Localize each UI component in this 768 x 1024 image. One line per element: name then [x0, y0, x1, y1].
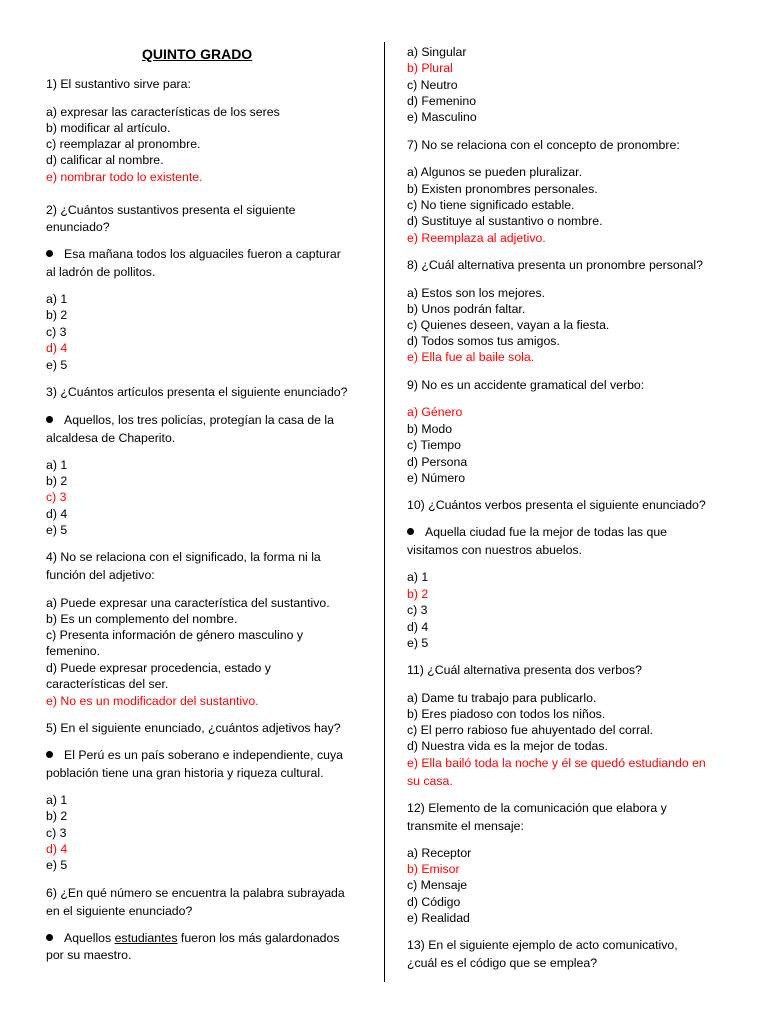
option-d: d) Femenino: [407, 94, 477, 108]
option-c-answer: c) 3: [46, 490, 67, 504]
option-d: d) Nuestra vida es la mejor de todas.: [407, 739, 608, 753]
option-c: c) Tiempo: [407, 438, 461, 452]
option-a: a) Receptor: [407, 846, 472, 860]
question-stem-cont: en el siguiente enunciado?: [46, 904, 193, 918]
question-stem-cont: ¿cuál es el código que se emplea?: [407, 956, 598, 970]
sentence-cont: por su maestro.: [46, 948, 132, 962]
option-a: a) 1: [46, 458, 68, 472]
option-c: c) Quienes deseen, vayan a la fiesta.: [407, 318, 610, 332]
option-e-answer: e) Reemplaza al adjetivo.: [407, 231, 546, 245]
question-stem-cont: función del adjetivo:: [46, 568, 155, 582]
option-d: d) 4: [407, 620, 429, 634]
option-e: e) Número: [407, 471, 466, 485]
bullet-icon: [46, 250, 53, 257]
option-c: c) El perro rabioso fue ahuyentado del corral.: [407, 723, 654, 737]
option-c: c) No tiene significado estable.: [407, 198, 575, 212]
option-e: e) Masculino: [407, 110, 477, 124]
option-b: b) modificar al artículo.: [46, 121, 171, 135]
option-e: e) Realidad: [407, 911, 470, 925]
option-e-answer: e) Ella fue al baile sola.: [407, 350, 535, 364]
option-c: c) Neutro: [407, 78, 458, 92]
question-stem: 10) ¿Cuántos verbos presenta el siguiente enunciado?: [407, 498, 706, 512]
option-d: d) Código: [407, 895, 461, 909]
question-stem: 6) ¿En qué número se encuentra la palabra subrayada: [46, 886, 345, 900]
question-stem: 5) En el siguiente enunciado, ¿cuántos adjetivos hay?: [46, 721, 341, 735]
option-d-cont: características del ser.: [46, 677, 169, 691]
option-b-answer: b) Emisor: [407, 862, 460, 876]
option-a: a) 1: [46, 292, 68, 306]
bullet-icon: [46, 934, 53, 941]
option-b: b) 2: [46, 474, 68, 488]
sentence: Aquella ciudad fue la mejor de todas las que: [425, 525, 667, 539]
question-stem: 12) Elemento de la comunicación que elabora y: [407, 801, 667, 815]
question-stem: 11) ¿Cuál alternativa presenta dos verbos?: [407, 663, 642, 677]
sentence-cont: al ladrón de pollitos.: [46, 265, 156, 279]
question-stem: 4) No se relaciona con el significado, la forma ni la: [46, 550, 321, 564]
option-e: e) 5: [407, 636, 429, 650]
question-stem: 9) No es un accidente gramatical del verbo:: [407, 378, 645, 392]
bullet-icon: [407, 528, 414, 535]
question-stem: 13) En el siguiente ejemplo de acto comunicativo,: [407, 938, 678, 952]
sentence: Esa mañana todos los alguaciles fueron a capturar: [64, 247, 341, 261]
option-b-answer: b) 2: [407, 587, 429, 601]
option-a-answer: a) Género: [407, 405, 463, 419]
option-b: b) Es un complemento del nombre.: [46, 612, 238, 626]
sentence: Aquellos, los tres policías, protegían la casa de la: [64, 413, 335, 427]
option-b: b) Existen pronombres personales.: [407, 182, 598, 196]
sentence-cont: población tiene una gran historia y riqueza cultural.: [46, 766, 324, 780]
option-b: b) Modo: [407, 422, 453, 436]
option-d-answer: d) 4: [46, 842, 68, 856]
option-b-answer: b) Plural: [407, 61, 453, 75]
option-a: a) Singular: [407, 45, 467, 59]
option-a: a) Estos son los mejores.: [407, 286, 546, 300]
page-title: QUINTO GRADO: [142, 46, 253, 62]
question-stem: 7) No se relaciona con el concepto de pronombre:: [407, 138, 680, 152]
question-stem: 1) El sustantivo sirve para:: [46, 77, 191, 91]
option-a: a) 1: [407, 570, 429, 584]
option-d: d) Sustituye al sustantivo o nombre.: [407, 214, 603, 228]
sentence: El Perú es un país soberano e independiente, cuya: [64, 748, 343, 762]
option-a: a) expresar las características de los seres: [46, 105, 280, 119]
option-e: e) 5: [46, 523, 68, 537]
option-b: b) Unos podrán faltar.: [407, 302, 526, 316]
question-stem: 8) ¿Cuál alternativa presenta un pronombre personal?: [407, 258, 703, 272]
sentence: [64, 930, 340, 946]
option-e: e) 5: [46, 358, 68, 372]
bullet-icon: [46, 751, 53, 758]
option-d: d) Persona: [407, 455, 468, 469]
option-d: d) 4: [46, 507, 68, 521]
bullet-icon: [46, 416, 53, 423]
option-d: d) Puede expresar procedencia, estado y: [46, 661, 271, 675]
question-stem-cont: enunciado?: [46, 220, 110, 234]
option-a: a) 1: [46, 793, 68, 807]
option-c: c) 3: [46, 325, 67, 339]
option-d-answer: d) 4: [46, 341, 68, 355]
option-c: c) 3: [407, 603, 428, 617]
question-stem: 3) ¿Cuántos artículos presenta el siguiente enunciado?: [46, 385, 348, 399]
question-stem: 2) ¿Cuántos sustantivos presenta el siguiente: [46, 203, 296, 217]
question-stem-cont: transmite el mensaje:: [407, 819, 524, 833]
option-c: c) Presenta información de género masculino y: [46, 628, 303, 642]
option-c-cont: femenino.: [46, 644, 101, 658]
option-d: d) calificar al nombre.: [46, 153, 164, 167]
underlined-word: estudiantes: [114, 931, 178, 945]
option-a: a) Dame tu trabajo para publicarlo.: [407, 691, 597, 705]
option-c: c) 3: [46, 826, 67, 840]
option-d: d) Todos somos tus amigos.: [407, 334, 560, 348]
option-b: b) 2: [46, 809, 68, 823]
option-e-answer: e) Ella bailó toda la noche y él se quedó estudiando en: [407, 756, 706, 770]
sentence-cont: visitamos con nuestros abuelos.: [407, 543, 582, 557]
option-e: e) 5: [46, 858, 68, 872]
option-e-answer: e) nombrar todo lo existente.: [46, 170, 203, 184]
option-a: a) Puede expresar una característica del sustantivo.: [46, 596, 330, 610]
sentence-end: fueron los más galardonados: [177, 931, 340, 945]
option-c: c) Mensaje: [407, 878, 468, 892]
sentence-cont: alcaldesa de Chaperito.: [46, 431, 176, 445]
option-a: a) Algunos se pueden pluralizar.: [407, 165, 583, 179]
option-b: b) Eres piadoso con todos los niños.: [407, 707, 606, 721]
column-divider: [384, 42, 385, 982]
option-b: b) 2: [46, 308, 68, 322]
option-e-answer-cont: su casa.: [407, 774, 453, 788]
option-e-answer: e) No es un modificador del sustantivo.: [46, 694, 259, 708]
option-c: c) reemplazar al pronombre.: [46, 137, 201, 151]
sentence-start: Aquellos: [64, 931, 115, 945]
